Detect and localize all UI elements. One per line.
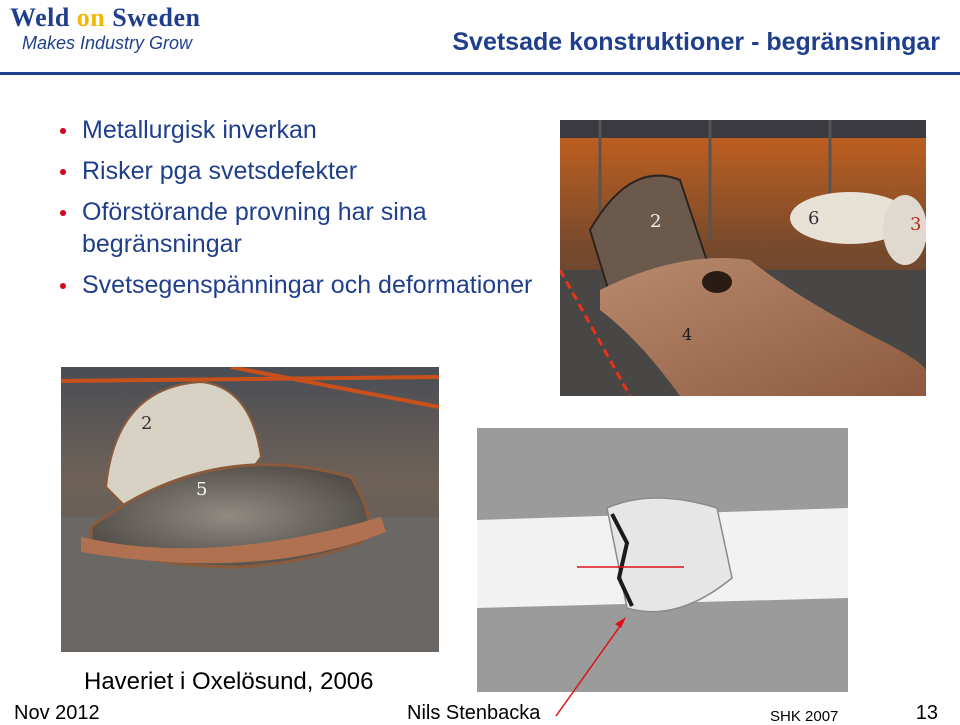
photo-fractured-dome	[61, 367, 439, 652]
title-divider	[0, 72, 960, 75]
tank-label-2: 2	[650, 211, 662, 232]
footer-author: Nils Stenbacka	[407, 702, 541, 724]
photo-caption: Haveriet i Oxelösund, 2006	[84, 668, 374, 695]
tank-label-3: 3	[910, 214, 922, 235]
logo-word-sweden: Sweden	[105, 3, 201, 32]
bullet-item: Metallurgisk inverkan	[60, 114, 540, 146]
logo-wordmark	[10, 4, 260, 32]
tank-label-6: 6	[808, 208, 820, 229]
dome-label-5: 5	[196, 479, 208, 500]
bullet-list	[60, 114, 540, 310]
photo-weld-crack-section	[477, 428, 848, 692]
footer-date: Nov 2012	[14, 702, 100, 724]
logo-tagline: Makes Industry Grow	[22, 33, 193, 53]
tank-label-4: 4	[682, 325, 693, 344]
bullet-item: Svetsegenspänningar och deformationer	[60, 269, 540, 301]
slide-title: Svetsade konstruktioner - begränsningar	[452, 28, 940, 56]
page-number: 13	[915, 702, 938, 724]
bullet-item: Oförstörande provning har sina begränsningar	[60, 196, 540, 260]
weld-on-sweden-logo	[10, 4, 260, 58]
photo-fractured-tank-hall	[560, 120, 926, 396]
logo-word-on: on	[76, 3, 106, 32]
dome-label-2: 2	[141, 413, 153, 434]
footer-source: SHK 2007	[770, 708, 839, 725]
bullet-item: Risker pga svetsdefekter	[60, 155, 540, 187]
logo-word-weld: Weld	[10, 3, 77, 32]
